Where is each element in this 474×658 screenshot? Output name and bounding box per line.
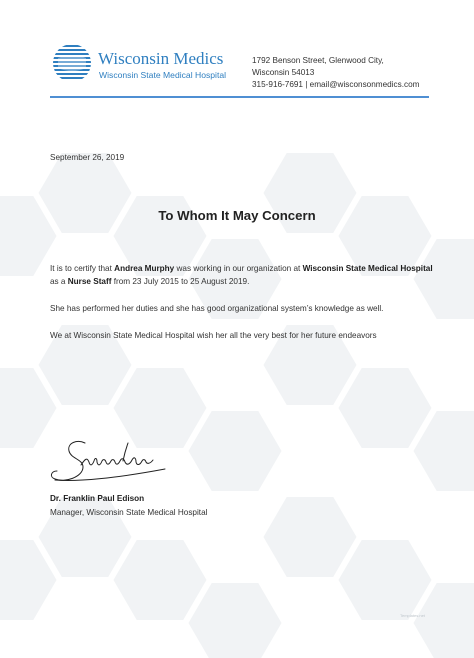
signer-title: Manager, Wisconsin State Medical Hospital	[50, 508, 208, 517]
hospital-logo-icon	[52, 43, 92, 83]
organization-name: Wisconsin State Medical Hospital	[302, 264, 433, 273]
address-contact: 315-916-7691 | email@wisconsonmedics.com	[252, 80, 420, 90]
templates-watermark: Templates.net	[400, 613, 425, 618]
paragraph-text: was working in our organization at	[174, 264, 303, 273]
header-divider	[50, 96, 429, 98]
address-block	[252, 55, 419, 92]
employee-name: Andrea Murphy	[114, 264, 175, 273]
paragraph-text: It is to certify that	[50, 264, 115, 273]
letter-subject: To Whom It May Concern	[158, 208, 316, 223]
paragraph-wishes: We at Wisconsin State Medical Hospital wish her all the very best for her future endeavors	[50, 331, 377, 340]
brand-name: Wisconsin Medics	[98, 49, 224, 68]
address-street: 1792 Benson Street, Glenwood City,	[252, 56, 384, 65]
paragraph-text: from 23 July 2015 to 25 August 2019.	[111, 276, 250, 286]
paragraph-text: as a	[50, 276, 68, 286]
paragraph-certification	[50, 263, 434, 288]
address-city: Wisconsin 54013	[252, 68, 315, 78]
paragraph-performance: She has performed her duties and she has good organizational system’s knowledge as well.	[50, 304, 384, 313]
letter-date: September 26, 2019	[50, 153, 125, 162]
brand-subtitle: Wisconsin State Medical Hospital	[99, 70, 227, 80]
employee-role: Nurse Staff	[67, 276, 112, 286]
handwritten-signature	[47, 437, 169, 489]
signer-name: Dr. Franklin Paul Edison	[50, 494, 145, 503]
